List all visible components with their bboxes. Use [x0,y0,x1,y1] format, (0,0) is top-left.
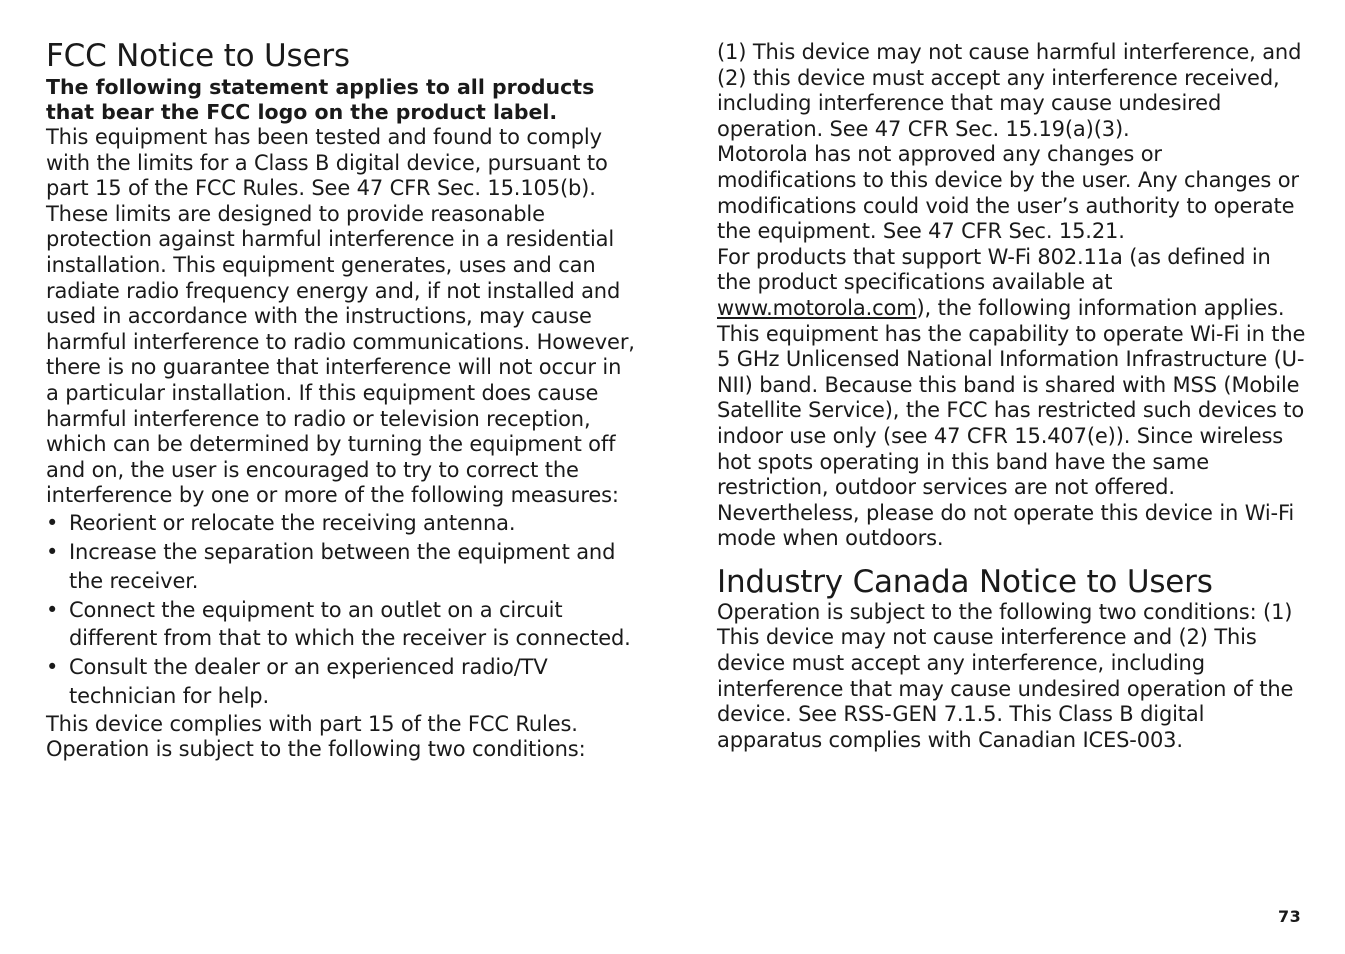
bullet-icon: • [46,597,59,622]
list-item [46,653,638,710]
left-column [46,38,638,763]
list-item [46,596,638,653]
page-number: 73 [1278,907,1302,926]
right-column [717,40,1307,753]
list-item-text: Reorient or relocate the receiving antenna. [69,510,516,535]
wifi-paragraph [717,245,1307,552]
wifi-text-end: ), the following information applies. This equipment has the capability to operate Wi-Fi in the 5 GHz Unlicensed National Information Infrastructure (U-NII) band. Because this band is shared with MSS (Mobile Satellite Service), the FCC has restricted such devices to indoor use only (see 47 CFR 15.407(e)). Since wireless hot spots operating in this band have the same restriction, outdoor services are not offered. Nevertheless, please do not operate this device in Wi-Fi mode when outdoors. [717,295,1306,551]
list-item-text: Increase the separation between the equipment and the receiver. [69,540,616,593]
list-item [46,509,638,538]
list-item-text: Connect the equipment to an outlet on a circuit different from that to which the receiver is connected. [69,597,631,651]
bullet-icon: • [46,510,59,535]
wifi-text-start: For products that support W-Fi 802.11a (as defined in the product specifications available at [717,244,1271,295]
fcc-lead-statement: The following statement applies to all products that bear the FCC logo on the product label. [46,75,595,124]
fcc-compliance-paragraph: This device complies with part 15 of the FCC Rules. Operation is subject to the following two conditions: [46,711,586,762]
industry-canada-paragraph: Operation is subject to the following two conditions: (1) This device may not cause interference and (2) This device must accept any interference, including interference that may cause undesired operation of the device. See RSS-GEN 7.1.5. This Class B digital apparatus complies with Canadian ICES-003. [717,599,1294,752]
bullet-icon: • [46,655,59,680]
interference-measures-list [46,509,638,711]
fcc-notice-title: FCC Notice to Users [46,38,350,74]
fcc-changes-paragraph: Motorola has not approved any changes or modifications to this device by the user. Any changes or modifications could void the user’s authority to operate the equipment. See 47 CFR Sec. 15.21. [717,142,1299,244]
list-item [46,538,638,595]
list-item-text: Consult the dealer or an experienced radio/TV technician for help. [69,655,548,708]
bullet-icon: • [46,540,59,564]
fcc-intro-paragraph: This equipment has been tested and found to comply with the limits for a Class B digital device, pursuant to part 15 of the FCC Rules. See 47 CFR Sec. 15.105(b). These limits are designed to provide reasonable protection against harmful interference in a residential installation. This equipment generates, uses and can radiate radio frequency energy and, if not installed and used in accordance with the instructions, may cause harmful interference to radio communications. However, there is no guarantee that interference will not occur in a particular installation. If this equipment does cause harmful interference to radio or television reception, which can be determined by turning the equipment off and on, the user is encouraged to try to correct the interference by one or more of the following measures: [46,125,635,508]
fcc-conditions-paragraph: (1) This device may not cause harmful interference, and (2) this device must accept any interference received, including interference that may cause undesired operation. See 47 CFR Sec. 15.19(a)(3). [717,40,1302,141]
motorola-website-link[interactable]: www.motorola.com [717,295,917,320]
industry-canada-title: Industry Canada Notice to Users [717,563,1213,600]
